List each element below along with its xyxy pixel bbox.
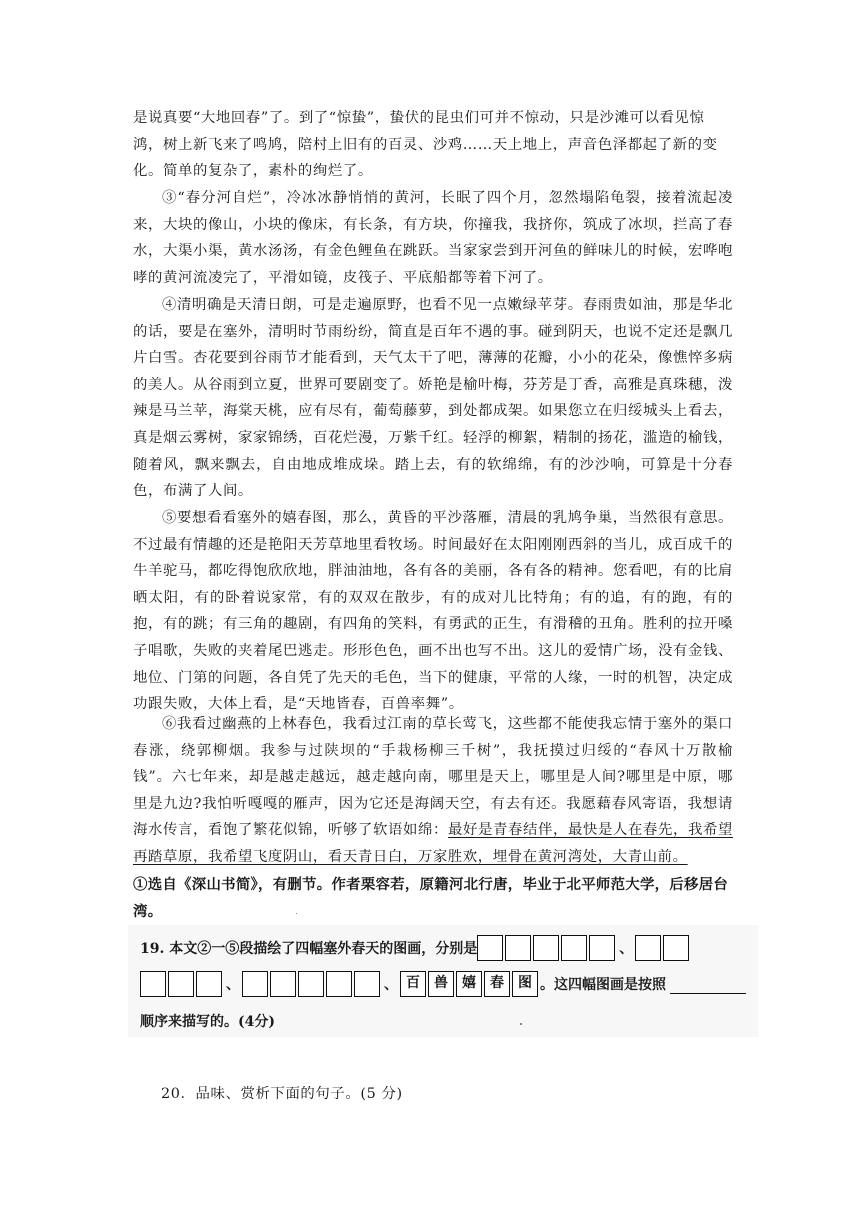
q19-line-2 <box>140 971 750 997</box>
filled-box: 春 <box>484 971 510 997</box>
q19-after-boxes: 。这四幅图画是按照 <box>540 977 666 993</box>
order-blank[interactable] <box>670 975 746 994</box>
separator: 、 <box>384 977 398 993</box>
p2-line-3: 化。简单的复杂了，素朴的绚烂了。 <box>133 163 373 180</box>
answer-box[interactable] <box>168 971 194 997</box>
filled-box: 百 <box>400 971 426 997</box>
q19-line-3: 顺序来描写的。(4分) <box>140 1014 275 1030</box>
paragraph-5: ⑤要想看看塞外的嬉春图，那么，黄昏的平沙落雁，清晨的乳鸠争巢，当然很有意思。不过最有情趣的还是艳阳天芳草地里看牧场。时间最好在太阳刚刚西斜的当儿，成百成千的牛羊驼马，都吃得饱欣欣地，胖油油地，各有各的美丽，各有各的精神。您看吧，有的比肩晒太阳，有的卧着说家常，有的双双在散步，有的成对儿比特角；有的追，有的跑，有的抱，有的跳；有三角的趣剧，有四角的笑料，有勇武的正生，有滑稽的丑角。胜利的拉开嗓子唱歌，失败的夹着尾巴逃走。形形色色，画不出也写不出。这儿的爱情广场，没有金钱、地位、门第的问题，各自凭了先天的毛色，当下的健康，平常的人缘，一时的机智，决定成功跟失败，大体上看，是“天地皆春，百兽率舞”。 <box>133 510 733 713</box>
answer-box[interactable] <box>354 971 380 997</box>
p2-line-2: 鸿，树上新飞来了鸣鸠，陪村上旧有的百灵、沙鸡……天上地上，声音色泽都起了新的变 <box>133 136 718 153</box>
answer-box[interactable] <box>635 935 661 961</box>
answer-box[interactable] <box>270 971 296 997</box>
answer-box[interactable] <box>477 935 503 961</box>
paragraph-3: ③“春分河自烂”，冷冰冰静悄悄的黄河，长眠了四个月，忽然塌陷龟裂，接着流起凌来，大块的像山，小块的像床，有长条，有方块，你撞我，我挤你，筑成了冰坝，拦高了春水，大渠小渠，黄水汤汤，有金色鲤鱼在跳跃。当家家尝到开河鱼的鲜味儿的时候，宏哗咆哮的黄河流凌完了，平滑如镜，皮筏子、平底船都等着下河了。 <box>133 190 733 286</box>
filled-box: 嬉 <box>456 971 482 997</box>
answer-box[interactable] <box>326 971 352 997</box>
answer-box[interactable] <box>561 935 587 961</box>
question-20: 20．品味、赏析下面的句子。(5 分) <box>161 1086 403 1102</box>
filled-box: 图 <box>512 971 538 997</box>
q19-prefix: 19. 本文②一⑤段描绘了四幅塞外春天的图画，分别是 <box>140 941 478 957</box>
source-footnote: ①选自《深山书简》，有删节。作者栗容若，原籍河北行唐，毕业于北平师范大学，后移居台湾。 <box>133 876 729 920</box>
scan-speck <box>520 1023 522 1025</box>
answer-box[interactable] <box>589 935 615 961</box>
answer-box[interactable] <box>505 935 531 961</box>
paragraph-4: ④清明确是天清日朗，可是走遍原野，也看不见一点嫩绿苹芽。春雨贵如油，那是华北的话，要是在塞外，清明时节雨纷纷，简直是百年不遇的事。碰到阴天，也说不定还是飘几片白雪。杏花要到谷雨节才能看到，天气太干了吧，薄薄的花瓣，小小的花朵，像憔悴多病的美人。从谷雨到立夏，世界可要剧变了。娇艳是榆叶梅，芬芳是丁香，高雅是真珠穗，泼辣是马兰苹，海棠天桃，应有尽有，葡萄藤萝，到处都成架。如果您立在归绥城头上看去，真是烟云雾树，家家锦绣，百花烂漫，万紫千红。轻浮的柳絮，精制的扬花，滥造的榆钱，随着风，飘来飘去，自由地成堆成垛。踏上去，有的软绵绵，有的沙沙响，可算是十分春色，布满了人间。 <box>133 297 733 500</box>
answer-box[interactable] <box>298 971 324 997</box>
question-19-box <box>128 925 758 1037</box>
scan-speck <box>296 913 297 914</box>
answer-box[interactable] <box>242 971 268 997</box>
separator: 、 <box>619 941 634 957</box>
q19-line-1 <box>140 935 691 961</box>
answer-box[interactable] <box>533 935 559 961</box>
paragraph-6 <box>133 711 733 871</box>
answer-box[interactable] <box>196 971 222 997</box>
paragraph-2-continued <box>133 105 733 185</box>
p2-line-1: 是说真要“大地回春”了。到了“惊蛰”，蛰伏的昆虫们可并不惊动，只是沙滩可以看见惊 <box>133 110 705 126</box>
answer-box[interactable] <box>140 971 166 997</box>
answer-box[interactable] <box>663 935 689 961</box>
filled-box: 兽 <box>428 971 454 997</box>
paragraph-6-underlined: 最好是青春结伴，最快是人在春先，我希望再踏草原，我希望飞度阴山，看天青日白，万家胜欢，埋骨在黄河湾处，大青山前。 <box>133 822 733 865</box>
separator: 、 <box>226 977 240 993</box>
paragraph-6-text: ⑥我看过幽燕的上林春色，我看过江南的草长莺飞，这些都不能使我忘情于塞外的渠口春涨，绕郭柳烟。我参与过陕坝的“手栽杨柳三千树”，我抚摸过归绥的“春风十万散榆钱”。六七年来，却是越走越远，越走越向南，哪里是天上，哪里是人间?哪里是中原，哪里是九边?我怕听嘎嘎的雁声，因为它还是海阔天空，有去有还。我愿藉春风寄语，我想请海水传言，看饱了繁花似锦，听够了软语如绵： <box>133 716 733 839</box>
